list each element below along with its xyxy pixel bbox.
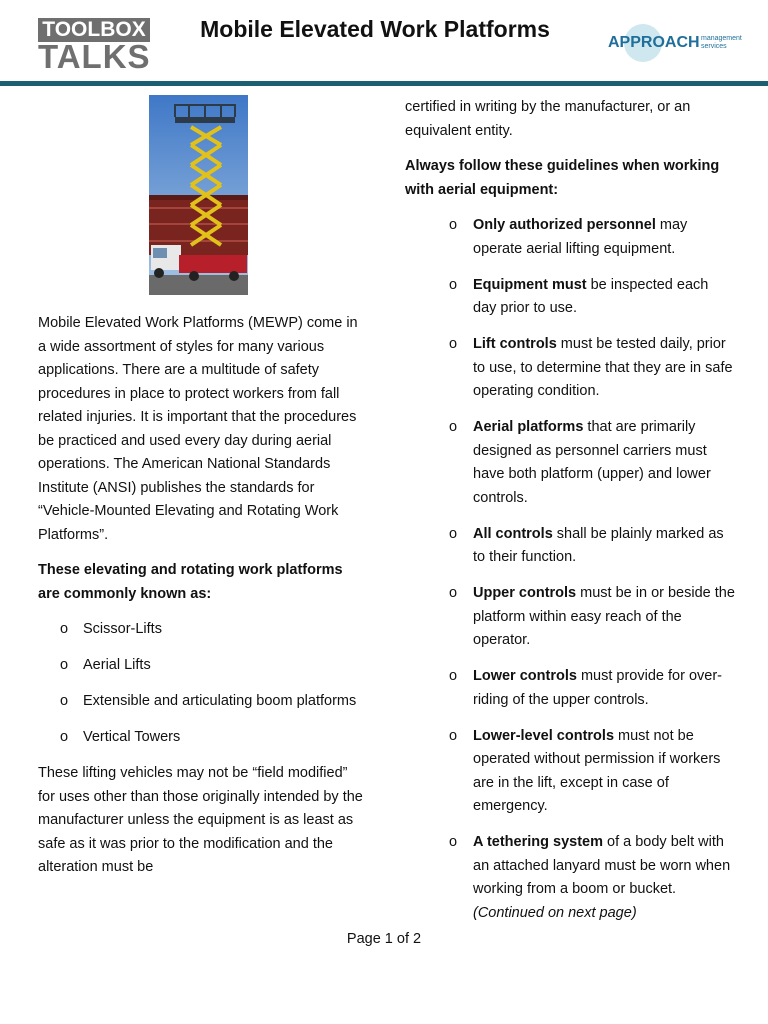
bullet-icon: o: [449, 668, 458, 684]
list-item: o Aerial platforms that are primarily designed as personnel carriers must have both platform (upper) and lower controls.: [405, 416, 735, 510]
bullet-icon: o: [449, 336, 458, 352]
bullet-icon: o: [60, 693, 69, 709]
bullet-icon: o: [449, 727, 458, 744]
brand-name: APPROACH: [608, 34, 700, 51]
continued-paragraph: certified in writing by the manufacturer, or an equivalent entity.: [405, 99, 691, 139]
bullet-icon: o: [449, 419, 458, 435]
list-item: o Vertical Towers: [38, 726, 368, 750]
header-divider: [0, 81, 768, 86]
bullet-icon: o: [60, 657, 69, 673]
list-item: o Lift controls must be tested daily, prior to use, to determine that they are in safe operating condition.: [405, 333, 735, 404]
list-item: o Lower-level controls must not be operated without permission if workers are in the lift, except in case of emergency.: [405, 725, 735, 819]
list-item: o Upper controls must be in or beside the platform within easy reach of the operator.: [405, 582, 735, 653]
modification-paragraph: These lifting vehicles may not be “field modified” for uses other than those originally intended by the manufacturer unless the equipment is as least as safe as it was prior to the modification and the alteration must be: [38, 765, 363, 875]
list-item: o Extensible and articulating boom platforms: [38, 690, 368, 714]
list-item: o Lower controls must provide for over-riding of the upper controls.: [405, 665, 735, 712]
list-item: o Aerial Lifts: [38, 654, 368, 678]
approach-logo: [606, 22, 756, 66]
bullet-icon: o: [449, 525, 458, 542]
logo-top-text: TOOLBOX: [38, 18, 150, 42]
platform-types-list: [38, 618, 368, 750]
scissor-lift-photo: [149, 95, 248, 295]
brand-subtitle: management services: [701, 35, 742, 50]
page-header: [0, 0, 768, 88]
bullet-icon: o: [60, 729, 69, 745]
guidelines-heading: Always follow these guidelines when working with aerial equipment:: [405, 158, 720, 198]
right-column: [405, 96, 735, 938]
page-number: Page 1 of 2: [346, 931, 422, 947]
list-item: o Only authorized personnel may operate aerial lifting equipment.: [405, 214, 735, 261]
left-column: [38, 312, 368, 892]
bullet-icon: o: [449, 217, 458, 233]
list-item: o Equipment must be inspected each day prior to use.: [405, 274, 735, 321]
document-title: Mobile Elevated Work Platforms: [200, 16, 550, 42]
logo-bottom-text: TALKS: [38, 38, 151, 75]
bullet-icon: o: [449, 585, 458, 601]
list-item: o Scissor-Lifts: [38, 618, 368, 642]
bullet-icon: o: [449, 834, 458, 850]
list-item: o All controls shall be plainly marked as to their function.: [405, 523, 735, 570]
bullet-icon: o: [60, 621, 69, 637]
guidelines-list: [405, 214, 735, 925]
list-item: o A tethering system of a body belt with an attached lanyard must be worn when working from a boom or bucket. (Continued on next page): [405, 831, 735, 925]
known-as-heading: These elevating and rotating work platforms are commonly known as:: [38, 562, 343, 602]
toolbox-talks-logo: [38, 18, 150, 74]
bullet-icon: o: [449, 276, 458, 293]
intro-paragraph: Mobile Elevated Work Platforms (MEWP) come in a wide assortment of styles for many various applications. There are a multitude of safety procedures in place to protect workers from fall related injuries. It is important that the procedures be practiced and used every day during aerial operations. The American National Standards Institute (ANSI) publishes the standards for “Vehicle-Mounted Elevating and Rotating Work Platforms”.: [38, 315, 358, 543]
continued-note: (Continued on next page): [473, 904, 637, 921]
